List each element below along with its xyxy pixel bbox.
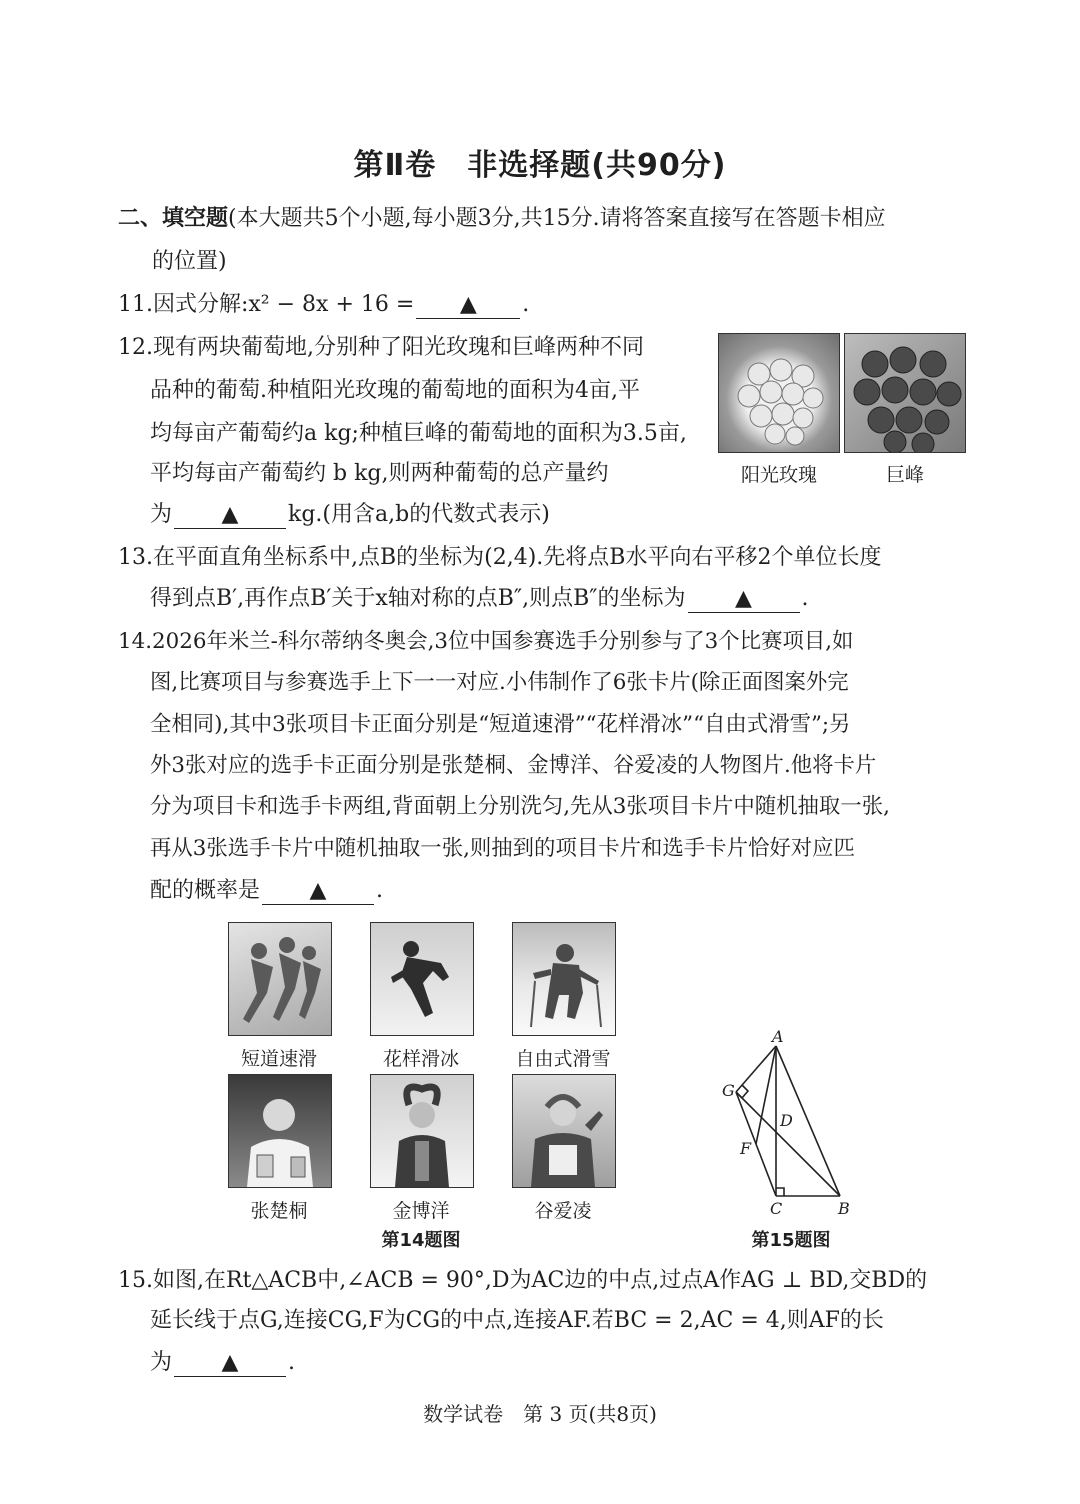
grape-photo-sunshine-rose [718,333,840,453]
q14-line-5: 分为项目卡和选手卡两组,背面朝上分别洗匀,先从3张项目卡片中随机抽取一张, [150,794,890,819]
photo-figure-skating [370,922,474,1036]
answer-blank-q12 [174,502,286,529]
q14-prefix: 配的概率是 [150,878,261,903]
event-label-short-track: 短道速滑 [240,1048,317,1070]
q12-line-3: 均每亩产葡萄约a kg;种植巨峰的葡萄地的面积为3.5亩, [150,421,687,446]
point-label-D: D [780,1111,793,1130]
q12-suffix: kg.(用含a,b的代数式表示) [288,502,550,527]
q14-suffix: . [376,878,384,903]
q15-line-3 [150,1348,295,1378]
q13-line-2 [150,584,809,614]
q15-line-2: 延长线于点G,连接CG,F为CG的中点,连接AF.若BC = 2,AC = 4,则AF的长 [150,1308,884,1333]
answer-blank-q15 [174,1350,286,1377]
point-label-B: B [838,1199,850,1218]
answer-blank-q11 [416,292,520,319]
skater-silhouette-icon [229,923,331,1035]
grape-cluster-icon [719,334,839,452]
q12-line-2: 品种的葡萄.种植阳光玫瑰的葡萄地的面积为4亩,平 [150,378,640,403]
athlete-portrait-icon [229,1075,331,1187]
event-label-figure-skating: 花样滑冰 [382,1048,459,1070]
q12-line-4: 平均每亩产葡萄约 b kg,则两种葡萄的总产量约 [150,461,609,486]
q13-suffix: . [801,586,809,611]
page-footer: 数学试卷 第 3 页(共8页) [423,1402,657,1426]
photo-freestyle-skiing [512,922,616,1036]
grape-cluster-icon [845,334,965,452]
grape-label-kyoho: 巨峰 [885,464,924,486]
section-heading-line [118,204,886,234]
athlete-label-zhang-chutong: 张楚桐 [250,1200,308,1222]
q14-line-3: 全相同),其中3张项目卡正面分别是“短道速滑”“花样滑冰”“自由式滑雪”;另 [150,712,851,737]
q15-line-1: 15.如图,在Rt△ACB中,∠ACB = 90°,D为AC边的中点,过点A作AG ⊥ BD,交BD的 [118,1268,928,1293]
q14-line-4: 外3张对应的选手卡正面分别是张楚桐、金博洋、谷爱凌的人物图片.他将卡片 [150,753,877,778]
q15-suffix: . [288,1350,296,1375]
q14-line-7 [150,876,383,906]
skier-silhouette-icon [513,923,615,1035]
athlete-portrait-icon [371,1075,473,1187]
photo-athlete-zhang-chutong [228,1074,332,1188]
photo-short-track-speed-skating [228,922,332,1036]
section-instructions-1: (本大题共5个小题,每小题3分,共15分.请将答案直接写在答题卡相应 [228,206,886,231]
triangle-marker: ▲ [459,292,477,317]
point-label-A: A [772,1030,784,1046]
q12-prefix: 为 [150,502,173,527]
event-label-freestyle-skiing: 自由式滑雪 [515,1048,611,1070]
point-label-G: G [722,1081,735,1100]
answer-blank-q14 [262,878,374,905]
triangle-marker: ▲ [735,586,752,611]
segment-BG [736,1092,840,1196]
q14-line-6: 再从3张选手卡片中随机抽取一张,则抽到的项目卡片和选手卡片恰好对应匹 [150,836,855,861]
athlete-portrait-icon [513,1075,615,1187]
triangle-marker: ▲ [221,1350,239,1375]
triangle-marker: ▲ [309,878,327,903]
figure-15-caption: 第15题图 [751,1230,831,1251]
athlete-label-jin-boyang: 金博洋 [392,1200,450,1222]
q14-line-2: 图,比赛项目与参赛选手上下一一对应.小伟制作了6张卡片(除正面图案外完 [150,670,849,695]
point-label-F: F [740,1139,752,1158]
grape-photo-kyoho [844,333,966,453]
right-angle-mark-C [776,1188,784,1196]
question-11 [118,290,529,320]
page-title: 第Ⅱ卷 非选择题(共90分) [353,148,727,183]
q11-suffix: . [522,292,530,317]
geometry-figure-15 [720,1030,870,1230]
grape-label-sunshine-rose: 阳光玫瑰 [740,464,817,486]
q14-line-1: 14.2026年米兰-科尔蒂纳冬奥会,3位中国参赛选手分别参与了3个比赛项目,如 [118,629,854,654]
triangle-marker: ▲ [221,502,239,527]
athlete-label-gu-ailing: 谷爱凌 [534,1200,592,1222]
q12-line-1: 12.现有两块葡萄地,分别种了阳光玫瑰和巨峰两种不同 [118,335,644,360]
q13-prefix: 得到点B′,再作点B′关于x轴对称的点B″,则点B″的坐标为 [150,586,686,611]
figure-14-caption: 第14题图 [381,1230,461,1251]
section-heading: 二、填空题 [118,206,229,231]
photo-athlete-gu-ailing [512,1074,616,1188]
q15-prefix: 为 [150,1350,173,1375]
q13-line-1: 13.在平面直角坐标系中,点B的坐标为(2,4).先将点B水平向右平移2个单位长度 [118,545,882,570]
q12-line-5 [150,500,550,530]
skater-silhouette-icon [371,923,473,1035]
photo-athlete-jin-boyang [370,1074,474,1188]
answer-blank-q13 [688,586,800,613]
section-instructions-2: 的位置) [152,249,227,274]
q11-text: 11.因式分解:x² − 8x + 16 = [118,292,415,317]
point-label-C: C [770,1199,783,1218]
